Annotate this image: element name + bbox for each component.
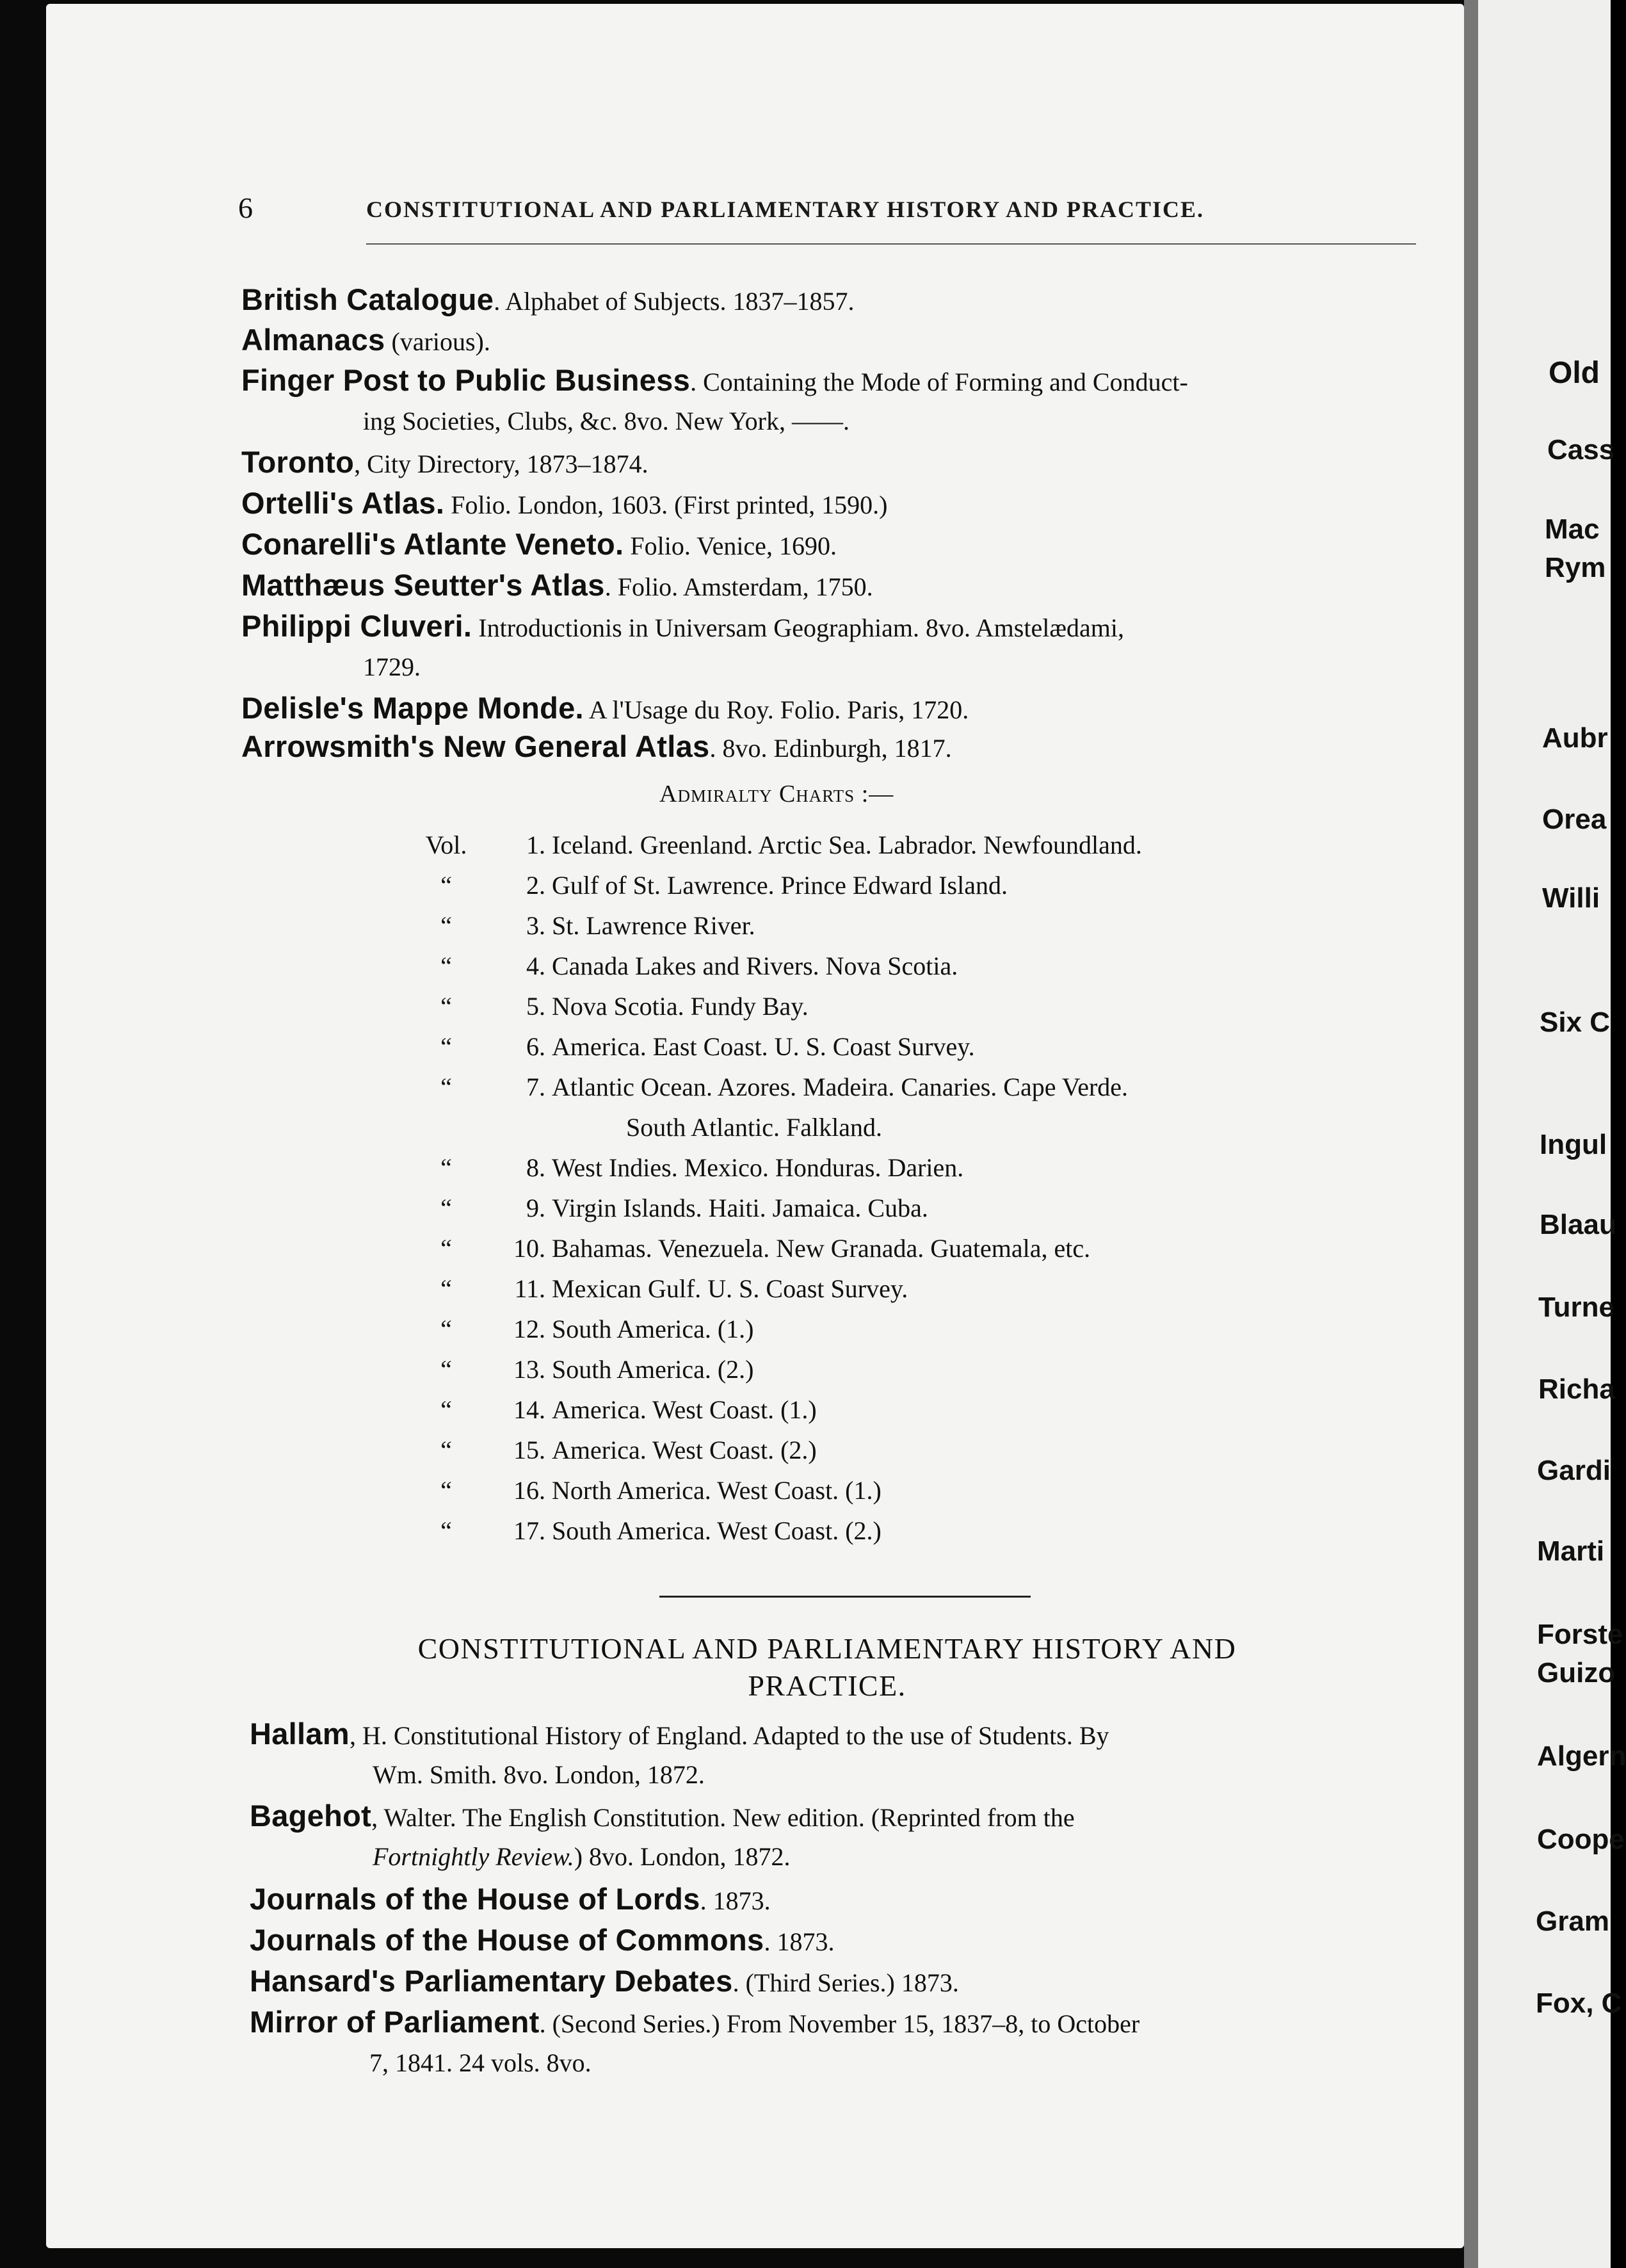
entry-bagehot-continuation: Fortnightly Review.) 8vo. London, 1872. [373, 1842, 791, 1871]
entry-almanacs: Almanacs (various). [241, 323, 490, 357]
left-page: 6 CONSTITUTIONAL AND PARLIAMENTARY HISTORY AND PRACTICE. British Catalogue. Alphabet of Subjects. 1837–1857. Almanacs (various). Finger Post to Public Business. Containing the Mode of Forming and Conduct- ing Societies, Clubs, &c. 8vo. New York, ——. Toronto, City Directory, 1873–1874. Ortelli's Atlas. Folio. London, 1603. (First printed, 1590.) Conarelli's Atlante Veneto. Folio. Venice, 1690. Matthæus Seutter's Atlas. Folio. Amsterdam, 1750. Philippi Cluveri. Introductionis in Universam Geographiam. 8vo. Amstelædami, 1729. Delisle's Mappe Monde. A l'Usage du Roy. Folio. Paris, 1720. Arrowsmith's New General Atlas. 8vo. Edinburgh, 1817. Admiralty Charts :— Vol. 1. Iceland. Greenland. Arctic Sea. Labrador. Newfoundland. “ 2. Gulf of St. Lawrence. Prince Edward Island. “ 3. St. Lawrence River. “ 4. Canada Lakes and Rivers. Nova Scotia. “ 5. Nova Scotia. Fundy Bay. “ 6. America. East Coast. U. S. Coast Survey. “ 7. Atlantic Ocean. Azores. Madeira. Canaries. Cape Verde. South Atlantic. Falkland. “ 8. West Indies. Mexico. Honduras. Darien. “ 9. Virgin Islands. Haiti. Jamaica. Cuba. “ 10. Bahamas. Venezuela. New Granada. Guatemala, etc. “ 11. Mexican Gulf. U. S. Coast Survey. “ 12. South America. (1.) “ 13. South America. (2.) “ 14. America. West Coast. (1.) “ 15. America. West Coast. (2.) “ 16. North America. West Coast. (1.) “ 17. South America. West Coast. (2.) CONSTITUTIONAL AND PARLIAMENTARY HISTORY AND PRACTICE. Hallam, H. Constitutional History of England. Adapted to the use of Students. By Wm. Smith. 8vo. London, 1872. Bagehot, Walter. The English Constitution. New edition. (Reprinted from the Fortnightly Review.) 8vo. London, 1872. Journals of the House of Lords. 1873. Journals of the House of Commons. 1873. Hansard's Parliamentary Debates. (Third Series.) 1873. Mirror of Parliament. (Second Series.) From November 15, 1837–8, to October 7, 1841. 24 vols. 8vo. [46, 4, 1464, 2248]
admiralty-heading: Admiralty Charts :— [659, 781, 894, 807]
entry-conarelli: Conarelli's Atlante Veneto. Folio. Venice, 1690. [241, 527, 837, 561]
section-title-line2: PRACTICE. [748, 1669, 906, 1702]
section-divider [659, 1596, 1031, 1598]
entry-mirror-continuation: 7, 1841. 24 vols. 8vo. [369, 2048, 592, 2077]
right-fragment: Turne [1538, 1292, 1614, 1323]
entry-hallam-continuation: Wm. Smith. 8vo. London, 1872. [373, 1760, 705, 1789]
right-fragment: Rym [1545, 552, 1606, 583]
entry-hansard: Hansard's Parliamentary Debates. (Third Series.) 1873. [250, 1964, 959, 1998]
entry-ortelli: Ortelli's Atlas. Folio. London, 1603. (First printed, 1590.) [241, 486, 888, 520]
right-fragment: Algern [1537, 1740, 1626, 1772]
right-page-fragment [1478, 0, 1626, 2268]
right-fragment: Coope [1537, 1824, 1625, 1855]
right-fragment: Ingul [1540, 1129, 1607, 1160]
entry-hallam: Hallam, H. Constitutional History of England. Adapted to the use of Students. By [250, 1717, 1109, 1751]
right-fragment: Old [1549, 356, 1600, 390]
header-rule [366, 243, 1416, 245]
entry-journals-commons: Journals of the House of Commons. 1873. [250, 1923, 835, 1957]
right-fragment: Gram [1536, 1906, 1609, 1937]
entry-finger-post: Finger Post to Public Business. Containing the Mode of Forming and Conduct- [241, 363, 1188, 397]
right-fragment: Aubr [1542, 722, 1608, 754]
book-gutter [1464, 0, 1478, 2268]
entry-toronto: Toronto, City Directory, 1873–1874. [241, 445, 648, 479]
entry-delisle: Delisle's Mappe Monde. A l'Usage du Roy. Folio. Paris, 1720. [241, 691, 969, 725]
right-fragment: Guizo [1537, 1657, 1616, 1689]
right-fragment: Cass [1547, 434, 1615, 466]
entry-journals-lords: Journals of the House of Lords. 1873. [250, 1882, 771, 1916]
right-fragment: Willi [1542, 882, 1600, 914]
entry-arrowsmith: Arrowsmith's New General Atlas. 8vo. Edinburgh, 1817. [241, 729, 952, 763]
right-fragment: Fox, C [1536, 1988, 1622, 2019]
chart-row-continuation: South Atlantic. Falkland. [626, 1113, 882, 1142]
right-fragment: Gardi [1537, 1455, 1611, 1486]
right-fragment: Marti [1537, 1535, 1605, 1567]
entry-cluveri: Philippi Cluveri. Introductionis in Universam Geographiam. 8vo. Amstelædami, [241, 609, 1124, 643]
right-fragment: Mac [1545, 514, 1600, 545]
entry-finger-post-continuation: ing Societies, Clubs, &c. 8vo. New York, ——. [363, 407, 849, 435]
right-fragment: Forste [1537, 1619, 1623, 1650]
entry-mirror-of-parliament: Mirror of Parliament. (Second Series.) From November 15, 1837–8, to October [250, 2005, 1140, 2039]
page-number: 6 [238, 191, 253, 224]
right-fragment: Orea [1542, 804, 1607, 835]
right-fragment: Blaau [1540, 1209, 1616, 1240]
running-title: CONSTITUTIONAL AND PARLIAMENTARY HISTORY AND PRACTICE. [366, 197, 1204, 222]
section-title-line1: CONSTITUTIONAL AND PARLIAMENTARY HISTORY AND [417, 1632, 1237, 1665]
right-fragment: Richa [1538, 1373, 1615, 1405]
entry-cluveri-continuation: 1729. [363, 652, 421, 681]
entry-seutter: Matthæus Seutter's Atlas. Folio. Amsterdam, 1750. [241, 568, 873, 602]
entry-british-catalogue: British Catalogue. Alphabet of Subjects. 1837–1857. [241, 282, 855, 316]
right-fragment: Six C [1540, 1007, 1611, 1038]
entry-bagehot: Bagehot, Walter. The English Constitution. New edition. (Reprinted from the [250, 1799, 1075, 1833]
